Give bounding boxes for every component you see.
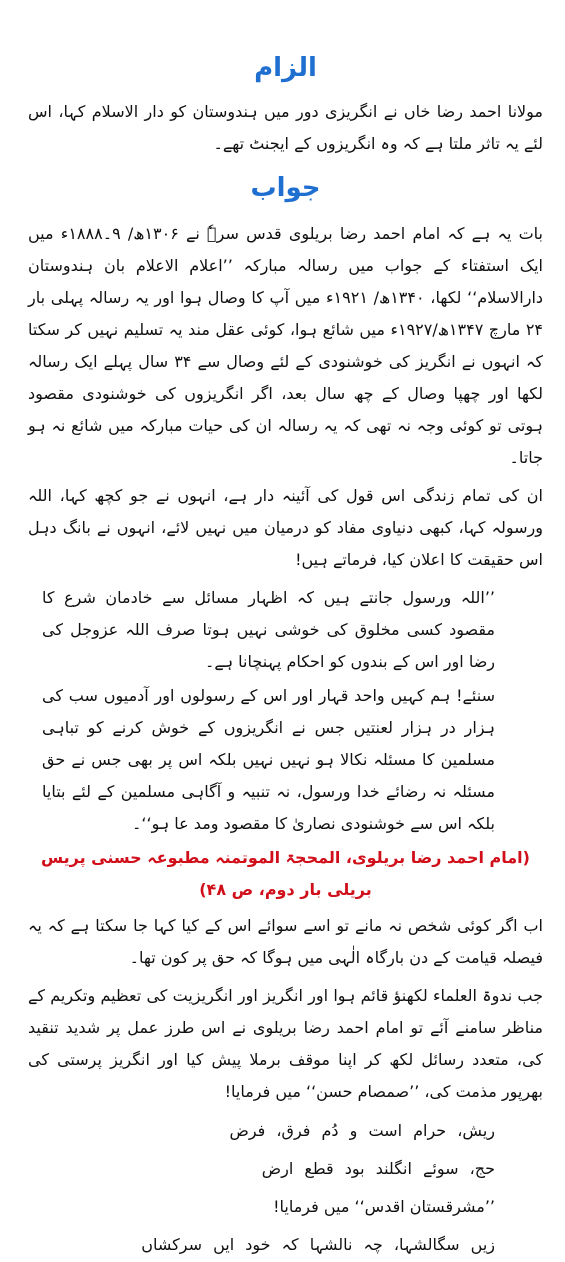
verse-line-2: حج، سوئے انگلند بود قطع ارض: [261, 1159, 495, 1178]
closing-paragraph-1: اب اگر کوئی شخص نہ مانے تو اسے سوائے اس کے کیا کہا جا سکتا ہے کہ یہ فیصلہ قیامت کے دن بارگاہ الٰہی میں ہوگا کہ حق پر کون تھا۔: [28, 916, 543, 967]
quote-paragraph-1: ’’اللہ ورسول جانتے ہیں کہ اظہار مسائل سے خادمان شرع کا مقصود کسی مخلوق کی خوشی نہیں ہوتا صرف اللہ عزوجل کی رضا اور اس کے بندوں کو احکام پہنچانا ہے۔: [42, 588, 495, 671]
verse-line-3: زیں سگالشہا، چہ نالشہا کہ خود ایں سرکشاں: [141, 1235, 495, 1254]
verse-line-1: ریش، حرام است و دُم فرق، فرض: [229, 1121, 495, 1140]
reference-citation: (امام احمد رضا بریلوی، المحجۃ الموتمنہ مطبوعہ حسنی پریس بریلی بار دوم، ص ۴۸): [41, 848, 530, 899]
closing-paragraph-2: جب ندوۃ العلماء لکھنؤ قائم ہوا اور انگریز اور انگریزیت کی تعظیم وتکریم کے مناظر سامنے آئے تو امام احمد رضا بریلوی نے اس طرز عمل پر شدید تنقید کی، متعدد رسائل لکھ کر اپنا موقف برملا پیش کیا اور انگریز پرستی کی بھرپور مذمت کی، ’’صمصام حسن‘‘ میں فرمایا!: [28, 986, 543, 1101]
allegation-text: مولانا احمد رضا خاں نے انگریزی دور میں ہندوستان کو دار الاسلام کہا، اس لئے یہ تاثر ملتا ہے کہ وہ انگریزوں کے ایجنٹ تھے۔: [28, 102, 543, 153]
answer-paragraph-2: ان کی تمام زندگی اس قول کی آئینہ دار ہے، انہوں نے جو کچھ کہا، اللہ ورسولہ کہا، کبھی دنیاوی مفاد کو درمیان میں نہیں لائے، انہوں نے بانگ دہل اس حقیقت کا اعلان کیا، فرماتے ہیں!: [28, 486, 543, 569]
answer-heading: جواب: [250, 173, 321, 203]
answer-paragraph-1: بات یہ ہے کہ امام احمد رضا بریلوی قدس سرہٗ نے ۱۳۰۶ھ/ ۹۔۱۸۸۸ء میں ایک استفتاء کے جواب میں رسالہ مبارکہ ’’اعلام الاعلام بان ہندوستان دارالاسلام‘‘ لکھا، ۱۳۴۰ھ/ ۱۹۲۱ء میں آپ کا وصال ہوا اور یہ رسالہ پہلی بار ۲۴ مارچ ۱۳۴۷ھ/۱۹۲۷ء میں شائع ہوا، کوئی عقل مند یہ تسلیم نہیں کر سکتا کہ انہوں نے انگریز کی خوشنودی کے لئے وصال سے ۳۴ سال پہلے ایک رسالہ لکھا اور چھپا وصال کے چھ سال بعد، اگر انگریزوں کی خوشنودی مقصود ہوتی تو کوئی وجہ نہ تھی کہ یہ رسالہ ان کی حیات مبارکہ میں شائع نہ ہو جاتا۔: [28, 224, 544, 467]
allegation-heading: الزام: [254, 53, 317, 83]
verse-caption: ’’مشرقستان اقدس‘‘ میں فرمایا!: [273, 1197, 495, 1216]
quote-paragraph-2: سنئے! ہم کہیں واحد قہار اور اس کے رسولوں اور آدمیوں سب کی ہزار در ہزار لعنتیں جس نے انگریزوں کے خوش کرنے کو تباہی مسلمین کا مسئلہ نکالا ہو نہیں نہیں بلکہ اس پر بھی جس نے حق مسئلہ نہ رضائے خدا ورسول، نہ تنبیہ و آگاہی مسلمین کے لئے بتایا بلکہ اس سے خوشنودی نصاریٰ کا مقصود ومد عا ہو‘‘۔: [42, 686, 495, 833]
